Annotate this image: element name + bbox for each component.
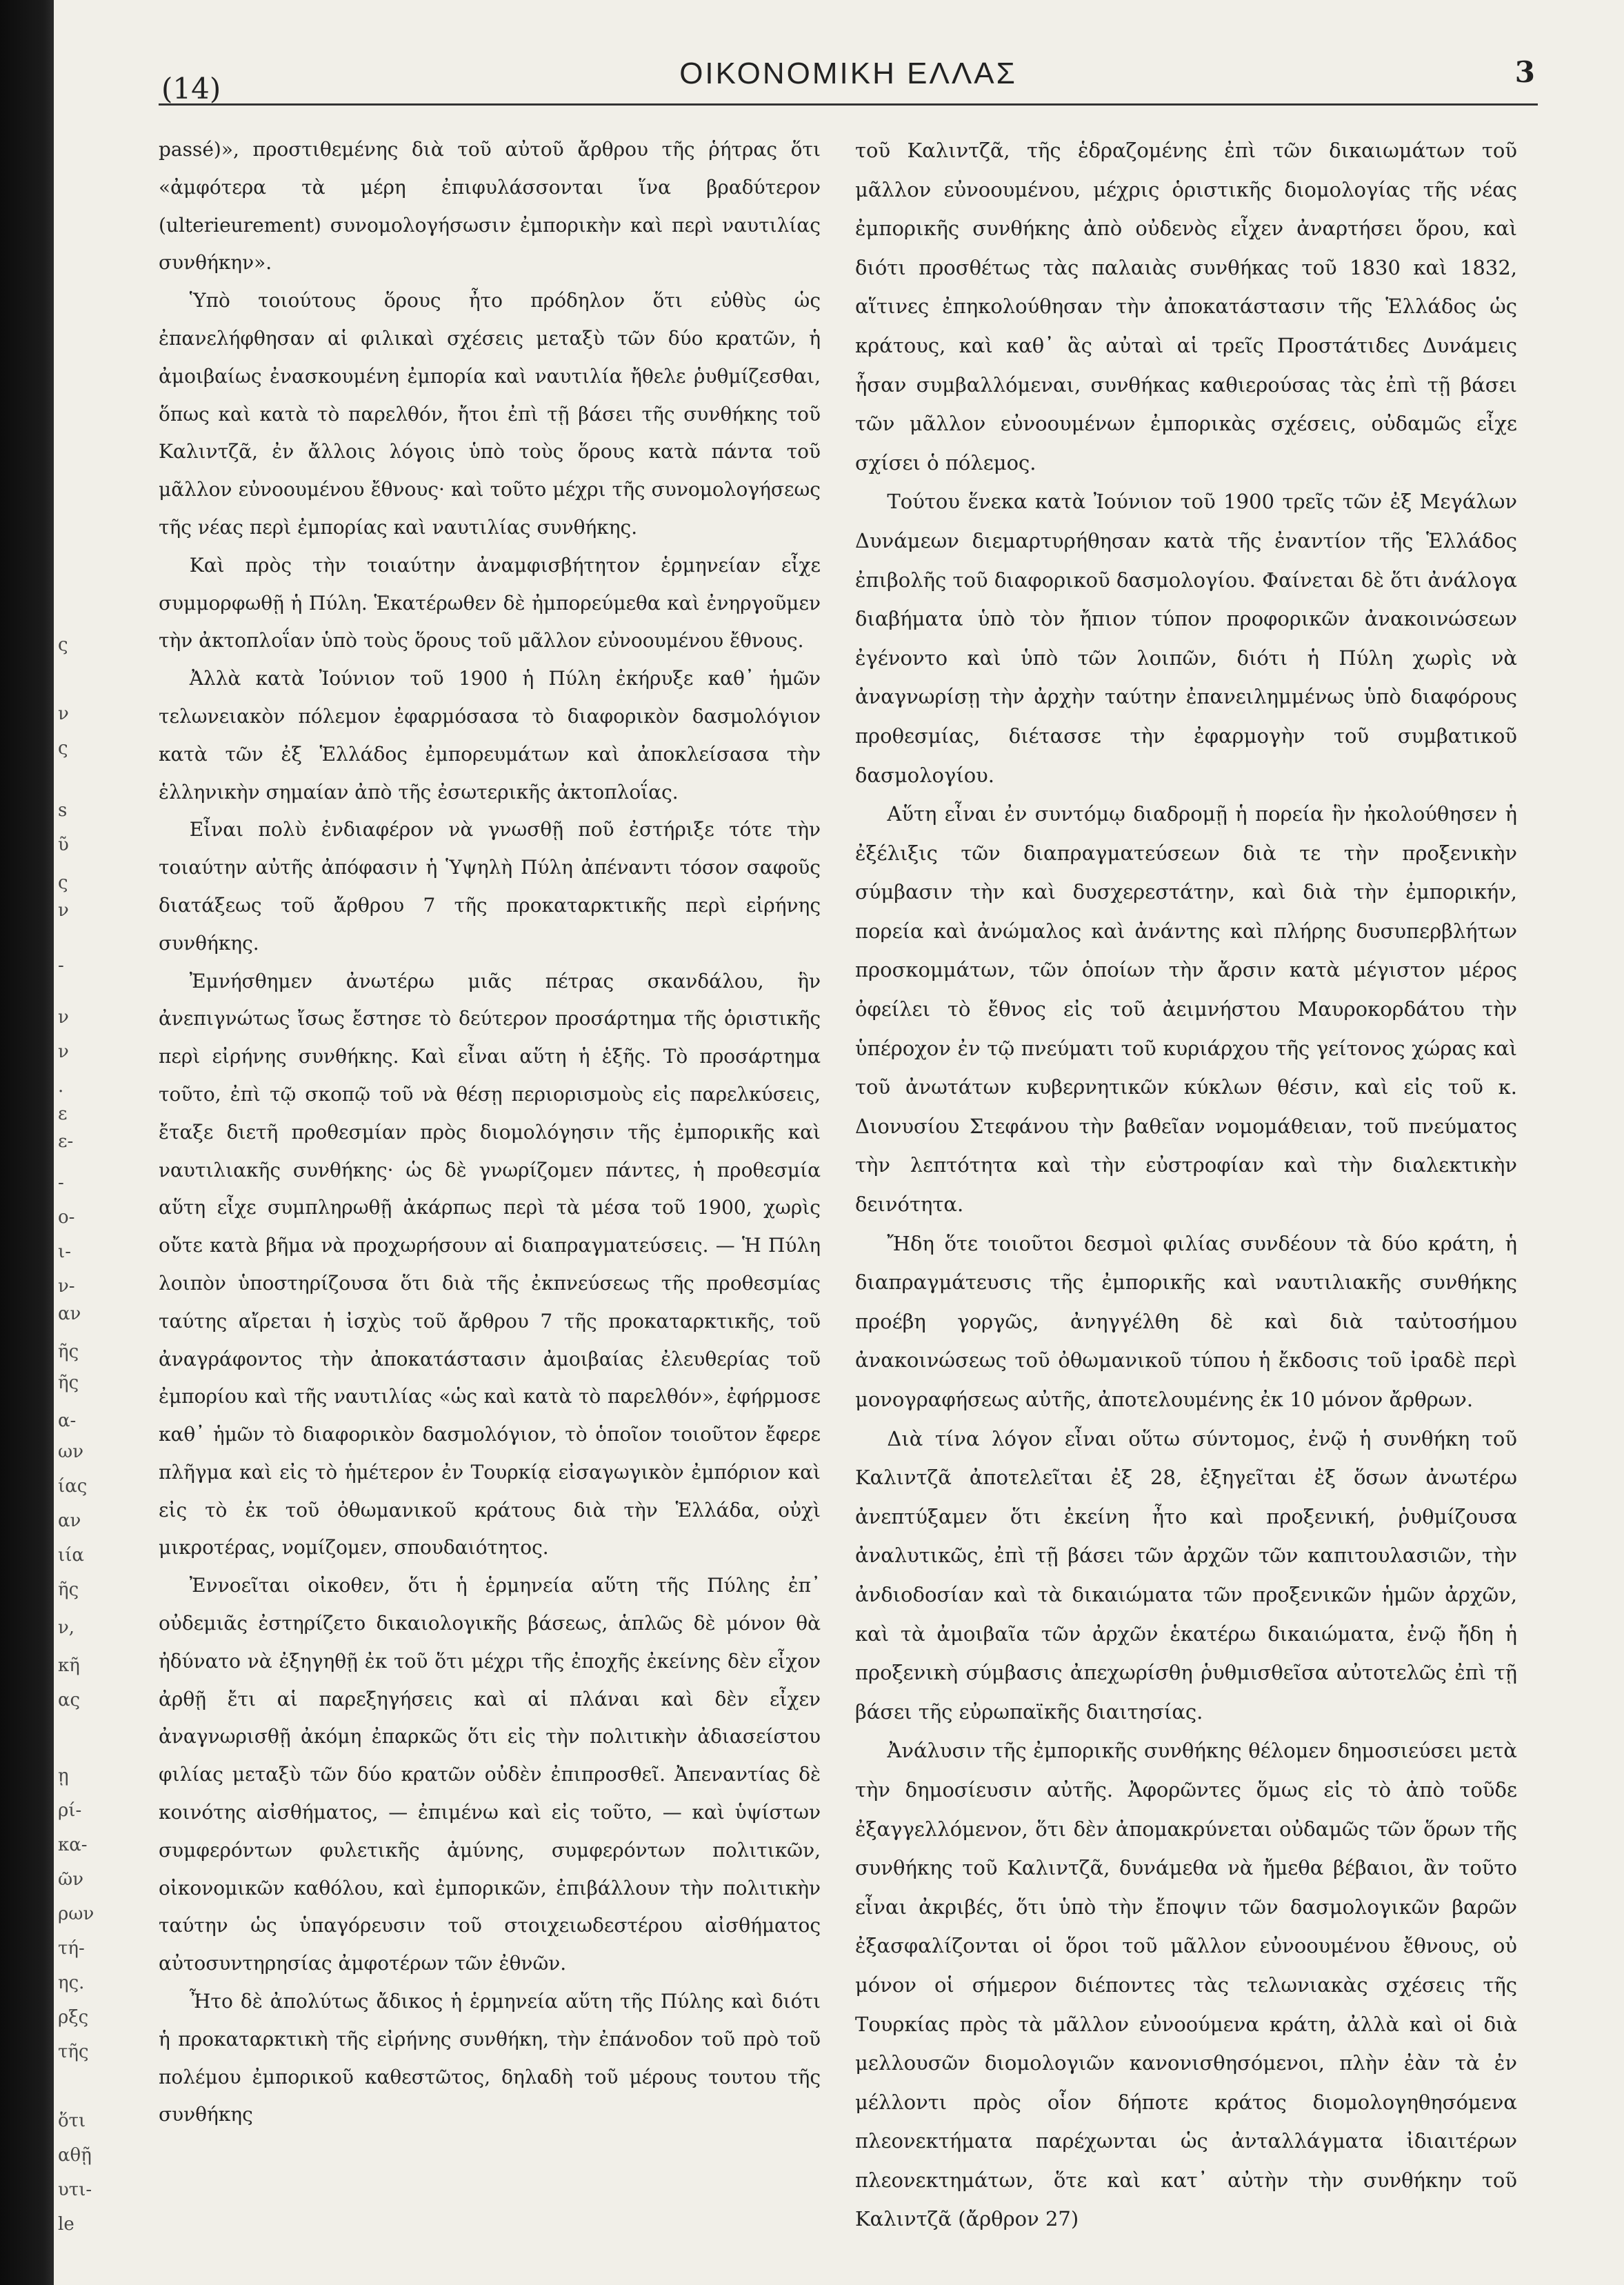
gutter-fragment: ῦ [58,835,69,855]
paragraph: Τούτου ἕνεκα κατὰ Ἰούνιον τοῦ 1900 τρεῖς τῶν ἐξ Μεγάλων Δυνάμεων διεμαρτυρήθησαν κατὰ τῆς ἐναντίον τῆς Ἑλλάδος ἐπιβολῆς τοῦ διαφορικοῦ δασμολογίου. Φαίνεται δὲ ὅτι ἀνάλογα διαβήματα ὑπὸ τὸν ἤπιον τύπον προφορικῶν ἀνακοινώσεων ἐγένοντο καὶ ὑπὸ τῶν λοιπῶν, διότι ἡ Πύλη χωρὶς νὰ ἀναγνωρίσῃ τὴν ἀρχὴν ταύτην ἐπανειλημμένως ὑπὸ διαφόρους προθεσμίας, διέτασσε τὴν ἐφαρμογὴν τοῦ συμβατικοῦ δασμολογίου. [855,490,1517,787]
page-number: (14) [161,72,221,106]
gutter-fragment: τή- [58,1938,85,1959]
gutter-fragment: α- [58,1410,77,1431]
paragraph: Ἤδη ὅτε τοιοῦτοι δεσμοὶ φιλίας συνδέουν τὰ δύο κράτη, ἡ διαπραγμάτευσις τῆς ἐμπορικῆς καὶ ναυτιλιακῆς συνθήκης προέβη γοργῶς, ἀνηγγέλθη δὲ καὶ διὰ ταὐτοσήμου ἀνακοινώσεως τοῦ ὀθωμανικοῦ τύπου ἡ ἔκδοσις τοῦ ἰραδὲ περὶ μονογραφήσεως αὐτῆς, ἀποτελουμένης ἐκ 10 μόνον ἄρθρων. [855,1231,1517,1411]
gutter-fragment: ρί- [58,1800,82,1821]
paragraph: Εἶναι πολὺ ἐνδιαφέρον νὰ γνωσθῇ ποῦ ἐστήριξε τότε τὴν τοιαύτην αὐτῆς ἀπόφασιν ἡ Ὑψηλὴ Πύλη ἀπέναντι τόσον σαφοῦς διατάξεως τοῦ ἄρθρου 7 τῆς προκαταρκτικῆς περὶ εἰρήνης συνθήκης. [159,818,821,955]
right-column [855,131,1517,2239]
gutter-fragment: ῆς [58,1373,79,1393]
page-header [159,41,1538,106]
gutter-fragment: ὅτι [58,2111,86,2131]
gutter-fragment: ης. [58,1973,85,1993]
gutter-fragment: ίας [58,1476,88,1497]
gutter-fragment: ς [58,738,68,759]
gutter-fragment: ῶν [58,1869,84,1890]
gutter-fragment: ρων [58,1904,94,1924]
gutter-fragment: ι- [58,1241,71,1262]
paragraph: Αὕτη εἶναι ἐν συντόμῳ διαδρομῇ ἡ πορεία ἣν ἠκολούθησεν ἡ ἐξέλιξις τῶν διαπραγματεύσεων διὰ τε τὴν προξενικὴν σύμβασιν τὴν καὶ δυσχερεστάτην, καὶ διὰ τὴν ἐμπορικήν, πορεία καὶ ἀνώμαλος καὶ ἀνάντης καὶ πλήρης δυσυπερβλήτων προσκομμάτων, τῶν ὁποίων τὴν ἄρσιν κατὰ μέγιστον μέρος ὀφείλει τὸ ἔθνος εἰς τοῦ ἀειμνήστου Μαυροκορδάτου τὴν ὑπέροχον ἐν τῷ πνεύματι τοῦ κυριάρχου τῆς γείτονος χώρας καὶ τοῦ ἀνωτάτων κυβερνητικῶν κύκλων θέσιν, καὶ εἰς τοῦ κ. Διονυσίου Στεφάνου τὴν βαθεῖαν νομομάθειαν, τοῦ πνεύματος τὴν λεπτότητα καὶ τὴν εὐστροφίαν καὶ τὴν διαλεκτικὴν δεινότητα. [855,802,1517,1217]
paragraph: Καὶ πρὸς τὴν τοιαύτην ἀναμφισβήτητον ἑρμηνείαν εἶχε συμμορφωθῇ ἡ Πύλη. Ἑκατέρωθεν δὲ ἠμπορεύμεθα καὶ ἐνηργοῦμεν τὴν ἀκτοπλοΐαν ὑπὸ τοὺς ὅρους τοῦ μᾶλλον εὐνοουμένου ἔθνους. [159,553,821,652]
facing-page-fragments [55,0,94,2285]
gutter-fragment: ν [58,900,69,921]
gutter-fragment: ῆς [58,1341,79,1362]
gutter-fragment: ας [58,1690,81,1710]
gutter-fragment: ε- [58,1131,74,1152]
paragraph: Ἐμνήσθημεν ἀνωτέρω μιᾶς πέτρας σκανδάλου, ἣν ἀνεπιγνώτως ἴσως ἔστησε τὸ δεύτερον προσάρτημα τῆς ὁριστικῆς περὶ εἰρήνης συνθήκης. Καὶ εἶναι αὕτη ἡ ἑξῆς. Τὸ προσάρτημα τοῦτο, ἐπὶ τῷ σκοπῷ τοῦ νὰ θέσῃ περιορισμοὺς εἰς παρελκύσεις, ἔταξε διετῆ προθεσμίαν πρὸς διομολόγησιν τῆς ἐμπορικῆς καὶ ναυτιλιακῆς συνθήκης· ὡς δὲ γνωρίζομεν πάντες, ἡ προθεσμία αὕτη εἶχε συμπληρωθῇ ἀκάρπως περὶ τὰ μέσα τοῦ 1900, χωρὶς οὔτε κατὰ βῆμα νὰ προχωρήσουν αἱ διαπραγματεύσεις. — Ἡ Πύλη λοιπὸν ὑποστηρίζουσα ὅτι διὰ τῆς ἐκπνεύσεως τῆς προθεσμίας ταύτης αἴρεται ἡ ἰσχὺς τοῦ ἄρθρου 7 τῆς προκαταρκτικῆς, τοῦ ἀναγράφοντος τὴν ἀποκατάστασιν ἀμοιβαίας ἐλευθερίας τοῦ ἐμπορίου καὶ τῆς ναυτιλίας «ὡς καὶ κατὰ τὸ παρελθόν», ἐφήρμοσε καθ᾽ ἡμῶν τὸ διαφορικὸν δασμολόγιον, τὸ ὁποῖον τοιοῦτον ἔφερε πλῆγμα καὶ εἰς τὸ ἡμέτερον ἐν Τουρκίᾳ εἰσαγωγικὸν ἐμπόριον καὶ εἰς τὸ ἐκ τοῦ ὀθωμανικοῦ κράτους διὰ τὴν Ἑλλάδα, οὐχὶ μικροτέρας, νομίζομεν, σπουδαιότητος. [159,969,821,1559]
gutter-fragment: ων [58,1441,84,1462]
gutter-fragment: υτι- [58,2179,92,2200]
paragraph: Ὑπὸ τοιούτους ὅρους ἦτο πρόδηλον ὅτι εὐθὺς ὡς ἐπανελήφθησαν αἱ φιλικαὶ σχέσεις μεταξὺ τῶν δύο κρατῶν, ἡ ἀμοιβαίως ἐνασκουμένη ἐμπορία καὶ ναυτιλία ἤθελε ῥυθμίζεσθαι, ὅπως καὶ κατὰ τὸ παρελθόν, ἤτοι ἐπὶ τῇ βάσει τῆς συνθήκης τοῦ Καλιντζᾶ, ἐν ἄλλοις λόγοις ὑπὸ τοὺς ὅρους κατὰ πάντα τοῦ μᾶλλον εὐνοουμένου ἔθνους· καὶ τοῦτο μέχρι τῆς συνομολογήσεως τῆς νέας περὶ ἐμπορίας καὶ ναυτιλίας συνθήκης. [159,289,821,539]
left-column [159,131,821,2134]
paragraph: Διὰ τίνα λόγον εἶναι οὕτω σύντομος, ἐνῷ ἡ συνθήκη τοῦ Καλιντζᾶ ἀποτελεῖται ἐξ 28, ἐξηγεῖται ἐξ ὅσων ἀνωτέρω ἀνεπτύξαμεν ὅτι ἐκείνη ἦτο καὶ προξενική, ῥυθμίζουσα ἀναλυτικῶς, ἐπὶ τῇ βάσει τῶν ἀρχῶν τῶν καπιτουλασιῶν, τὴν ἀνδιοδοσίαν καὶ τὰ δικαιώματα τῶν προξενικῶν ἡμῶν ἀρχῶν, καὶ τὰ ἀμοιβαῖα τῶν ἀρχῶν ἑκατέρω δικαιώματα, ἐνῷ ἤδη ἡ προξενικὴ σύμβασις ἀπεχωρίσθη ῥυθμισθεῖσα αὐτοτελῶς ἐπὶ τῇ βάσει τῆς εὐρωπαϊκῆς διαιτησίας. [855,1426,1517,1724]
gutter-fragment: ς [58,635,68,655]
gutter-fragment: ν, [58,1617,75,1638]
paragraph: τοῦ Καλιντζᾶ, τῆς ἑδραζομένης ἐπὶ τῶν δικαιωμάτων τοῦ μᾶλλον εὐνοουμένου, μέχρις ὁριστικῆς διομολογίας τῆς νέας ἐμπορικῆς συνθήκης ἀπὸ οὐδενὸς εἶχεν ἀναρτήσει ὅρου, καὶ διότι προσθέτως τὰς παλαιὰς συνθήκας τοῦ 1830 καὶ 1832, αἵτινες ἐπηκολούθησαν τὴν ἀποκατάστασιν τῆς Ἑλλάδος ὡς κράτους, καὶ καθ᾽ ἃς αὐταὶ αἱ τρεῖς Προστάτιδες Δυνάμεις ἦσαν συμβαλλόμεναι, συνθήκας καθιερούσας τὰς ἐπὶ τῇ βάσει τῶν μᾶλλον εὐνοουμένων ἐμπορικὰς σχέσεις, οὐδαμῶς εἶχε σχίσει ὁ πόλεμος. [855,139,1517,475]
paragraph: Ἀνάλυσιν τῆς ἐμπορικῆς συνθήκης θέλομεν δημοσιεύσει μετὰ τὴν δημοσίευσιν αὐτῆς. Ἀφορῶντες ὅμως εἰς τὸ ἀπὸ τοῦδε ἐξαγγελλόμενον, ὅτι δὲν ἀπομακρύνεται οὐδαμῶς τῶν ὅρων τῆς συνθήκης τοῦ Καλιντζᾶ, δυνάμεθα νὰ ἤμεθα βέβαιοι, ἂν τοῦτο εἶναι ἀκριβές, ὅτι ὑπὸ τὴν ἔποψιν τῶν δασμολογικῶν βαρῶν ἐξασφαλίζονται οἱ ὅροι τοῦ μᾶλλον εὐνοουμένου ἔθνους, οὐ μόνον οἱ σήμερον διέποντες τὰς τελωνιακὰς σχέσεις τῆς Τουρκίας πρὸς τὰ μᾶλλον εὐνοούμενα κράτη, ἀλλὰ καὶ οἱ διὰ μελλουσῶν διομολογιῶν κανονισθησόμενοι, πλὴν ἐὰν τὰ ἐν μέλλοντι πρὸς οἷον δήποτε κράτος διομολογηθησόμενα πλεονεκτήματα παρέχωνται ὡς ἀνταλλάγματα ἰδιαιτέρων πλεονεκτημάτων, ὅτε καὶ κατ᾽ αὐτὴν τὴν συνθήκην τοῦ Καλιντζᾶ (ἄρθρον 27) [855,1739,1517,2231]
gutter-fragment: ῆς [58,1579,79,1600]
gutter-fragment: ν- [58,1276,75,1297]
issue-number: 3 [1514,55,1535,89]
gutter-fragment: - [58,955,64,976]
gutter-fragment: . [58,1076,64,1097]
paragraph: Ἦτο δὲ ἀπολύτως ἄδικος ἡ ἑρμηνεία αὕτη τῆς Πύλης καὶ διότι ἡ προκαταρκτικὴ τῆς εἰρήνης συνθήκη, τὴν ἐπάνοδον τοῦ πρὸ τοῦ πολέμου ἐμπορικοῦ καθεστῶτος, δηλαδὴ τοῦ μέρους τουτου τῆς συνθήκης [159,1990,821,2126]
paragraph: Ἀλλὰ κατὰ Ἰούνιον τοῦ 1900 ἡ Πύλη ἐκήρυξε καθ᾽ ἡμῶν τελωνειακὸν πόλεμον ἐφαρμόσασα τὸ διαφορικὸν δασμολόγιον κατὰ τῶν ἐξ Ἑλλάδος ἐμπορευμάτων καὶ ἀποκλείσασα τὴν ἑλληνικὴν σημαίαν ἀπὸ τῆς ἐσωτερικῆς ἀκτοπλοΐας. [159,667,821,804]
gutter-fragment: ς [58,872,68,893]
gutter-fragment: ρξς [58,2007,89,2028]
gutter-fragment: ε [58,1104,68,1124]
gutter-fragment: αθῇ [58,2145,92,2166]
gutter-fragment: αν [58,1510,81,1531]
gutter-fragment: ο- [58,1207,75,1228]
gutter-fragment: ιία [58,1545,84,1566]
gutter-fragment: κα- [58,1835,88,1855]
document-page [159,41,1538,2262]
paragraph: Ἐννοεῖται οἰκοθεν, ὅτι ἡ ἑρμηνεία αὕτη τῆς Πύλης ἐπ᾽ οὐδεμιᾶς ἐστηρίζετο δικαιολογικῆς βάσεως, ἁπλῶς δὲ μόνον θὰ ἠδύνατο νὰ ἐξηγηθῇ ἐκ τοῦ ὅτι μέχρι τῆς ἐποχῆς ἐκείνης δὲν εἶχον ἀρθῇ ἔτι αἱ παρεξηγήσεις καὶ αἱ πλάναι καὶ δὲν εἶχεν ἀναγνωρισθῇ ἀκόμη ἐπαρκῶς ὅτι εἰς τὴν πολιτικὴν ἀδιασείστου φιλίας μεταξὺ τῶν δύο κρατῶν οὐδὲν ἐπιπροσθεῖ. Ἀπεναντίας δὲ κοινότης αἰσθήματος, — ἐπιμένω καὶ εἰς τοῦτο, — καὶ ὑψίστων συμφερόντων φυλετικῆς ἀμύνης, συμφερόντων πολιτικῶν, οἰκονομικῶν καθόλου, καὶ ἐμπορικῶν, ἐπιβάλλουν τὴν πολιτικὴν ταύτην ὡς ὑπαγόρευσιν τοῦ στοιχειωδεστέρου αἰσθήματος αὐτοσυντηρησίας ἀμφοτέρων τῶν ἐθνῶν. [159,1574,821,1975]
gutter-fragment: ῃ [58,1766,69,1786]
gutter-fragment: ν [58,704,69,724]
gutter-fragment: ν [58,1007,69,1028]
gutter-fragment: s [58,800,68,821]
gutter-fragment: - [58,1173,64,1193]
gutter-fragment: κῆ [58,1655,80,1676]
paragraph: passé)», προστιθεμένης διὰ τοῦ αὐτοῦ ἄρθρου τῆς ῥήτρας ὅτι «ἀμφότερα τὰ μέρη ἐπιφυλάσσονται ἵνα βραδύτερον (ulterieurement) συνομολογήσωσιν ἐμπορικὴν καὶ περὶ ναυτιλίας συνθήκην». [159,138,821,275]
gutter-fragment: τῆς [58,2042,89,2062]
gutter-fragment: αν [58,1304,81,1324]
book-binding-gutter [0,0,54,2285]
journal-title: ΟΙΚΟΝΟΜΙΚΗ ΕΛΛΑΣ [679,57,1017,90]
gutter-fragment: ν [58,1041,69,1062]
gutter-fragment: le [58,2214,74,2235]
